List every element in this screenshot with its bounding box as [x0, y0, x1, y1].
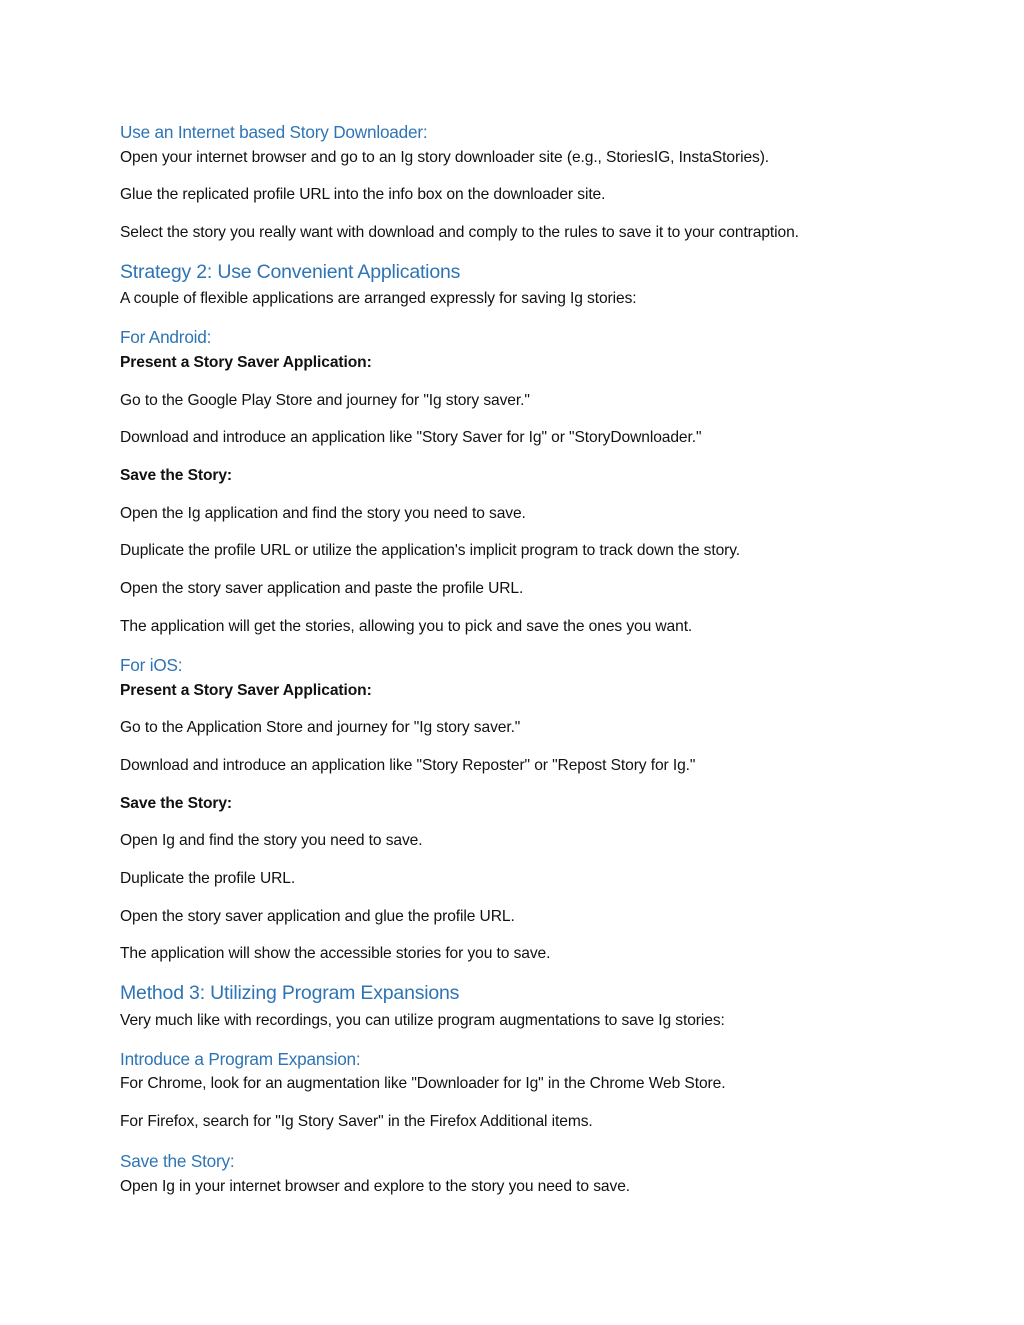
paragraph: The application will show the accessible stories for you to save. [120, 945, 551, 962]
paragraph: Go to the Application Store and journey for "Ig story saver." [120, 719, 521, 736]
heading-introduce-expansion: Introduce a Program Expansion: [120, 1049, 361, 1069]
heading-for-ios: For iOS: [120, 655, 183, 675]
paragraph: Open the story saver application and glue the profile URL. [120, 908, 515, 925]
bold-label: Present a Story Saver Application: [120, 682, 372, 699]
paragraph: For Firefox, search for "Ig Story Saver" in the Firefox Additional items. [120, 1113, 593, 1130]
paragraph: Open Ig and find the story you need to save. [120, 832, 423, 849]
paragraph: Open Ig in your internet browser and explore to the story you need to save. [120, 1178, 630, 1195]
paragraph: Duplicate the profile URL. [120, 870, 296, 887]
heading-for-android: For Android: [120, 327, 212, 347]
heading-story-downloader: Use an Internet based Story Downloader: [120, 122, 428, 142]
heading-strategy-2: Strategy 2: Use Convenient Applications [120, 261, 461, 283]
paragraph: Download and introduce an application like "Story Reposter" or "Repost Story for Ig." [120, 757, 696, 774]
paragraph: Select the story you really want with download and comply to the rules to save it to your contraption. [120, 224, 799, 241]
paragraph: Glue the replicated profile URL into the info box on the downloader site. [120, 186, 606, 203]
paragraph: For Chrome, look for an augmentation like "Downloader for Ig" in the Chrome Web Store. [120, 1075, 726, 1092]
bold-label: Present a Story Saver Application: [120, 354, 372, 371]
paragraph: Open the Ig application and find the story you need to save. [120, 505, 526, 522]
paragraph: The application will get the stories, allowing you to pick and save the ones you want. [120, 618, 693, 635]
paragraph: Open the story saver application and paste the profile URL. [120, 580, 524, 597]
paragraph: A couple of flexible applications are arranged expressly for saving Ig stories: [120, 290, 637, 307]
paragraph: Duplicate the profile URL or utilize the application's implicit program to track down the story. [120, 542, 741, 559]
heading-save-the-story: Save the Story: [120, 1151, 235, 1171]
paragraph: Open your internet browser and go to an Ig story downloader site (e.g., StoriesIG, InstaStories). [120, 149, 770, 166]
paragraph: Go to the Google Play Store and journey for "Ig story saver." [120, 392, 530, 409]
bold-label: Save the Story: [120, 795, 233, 812]
heading-method-3: Method 3: Utilizing Program Expansions [120, 982, 460, 1004]
paragraph: Download and introduce an application like "Story Saver for Ig" or "StoryDownloader." [120, 429, 702, 446]
bold-label: Save the Story: [120, 467, 233, 484]
paragraph: Very much like with recordings, you can utilize program augmentations to save Ig stories: [120, 1012, 725, 1029]
